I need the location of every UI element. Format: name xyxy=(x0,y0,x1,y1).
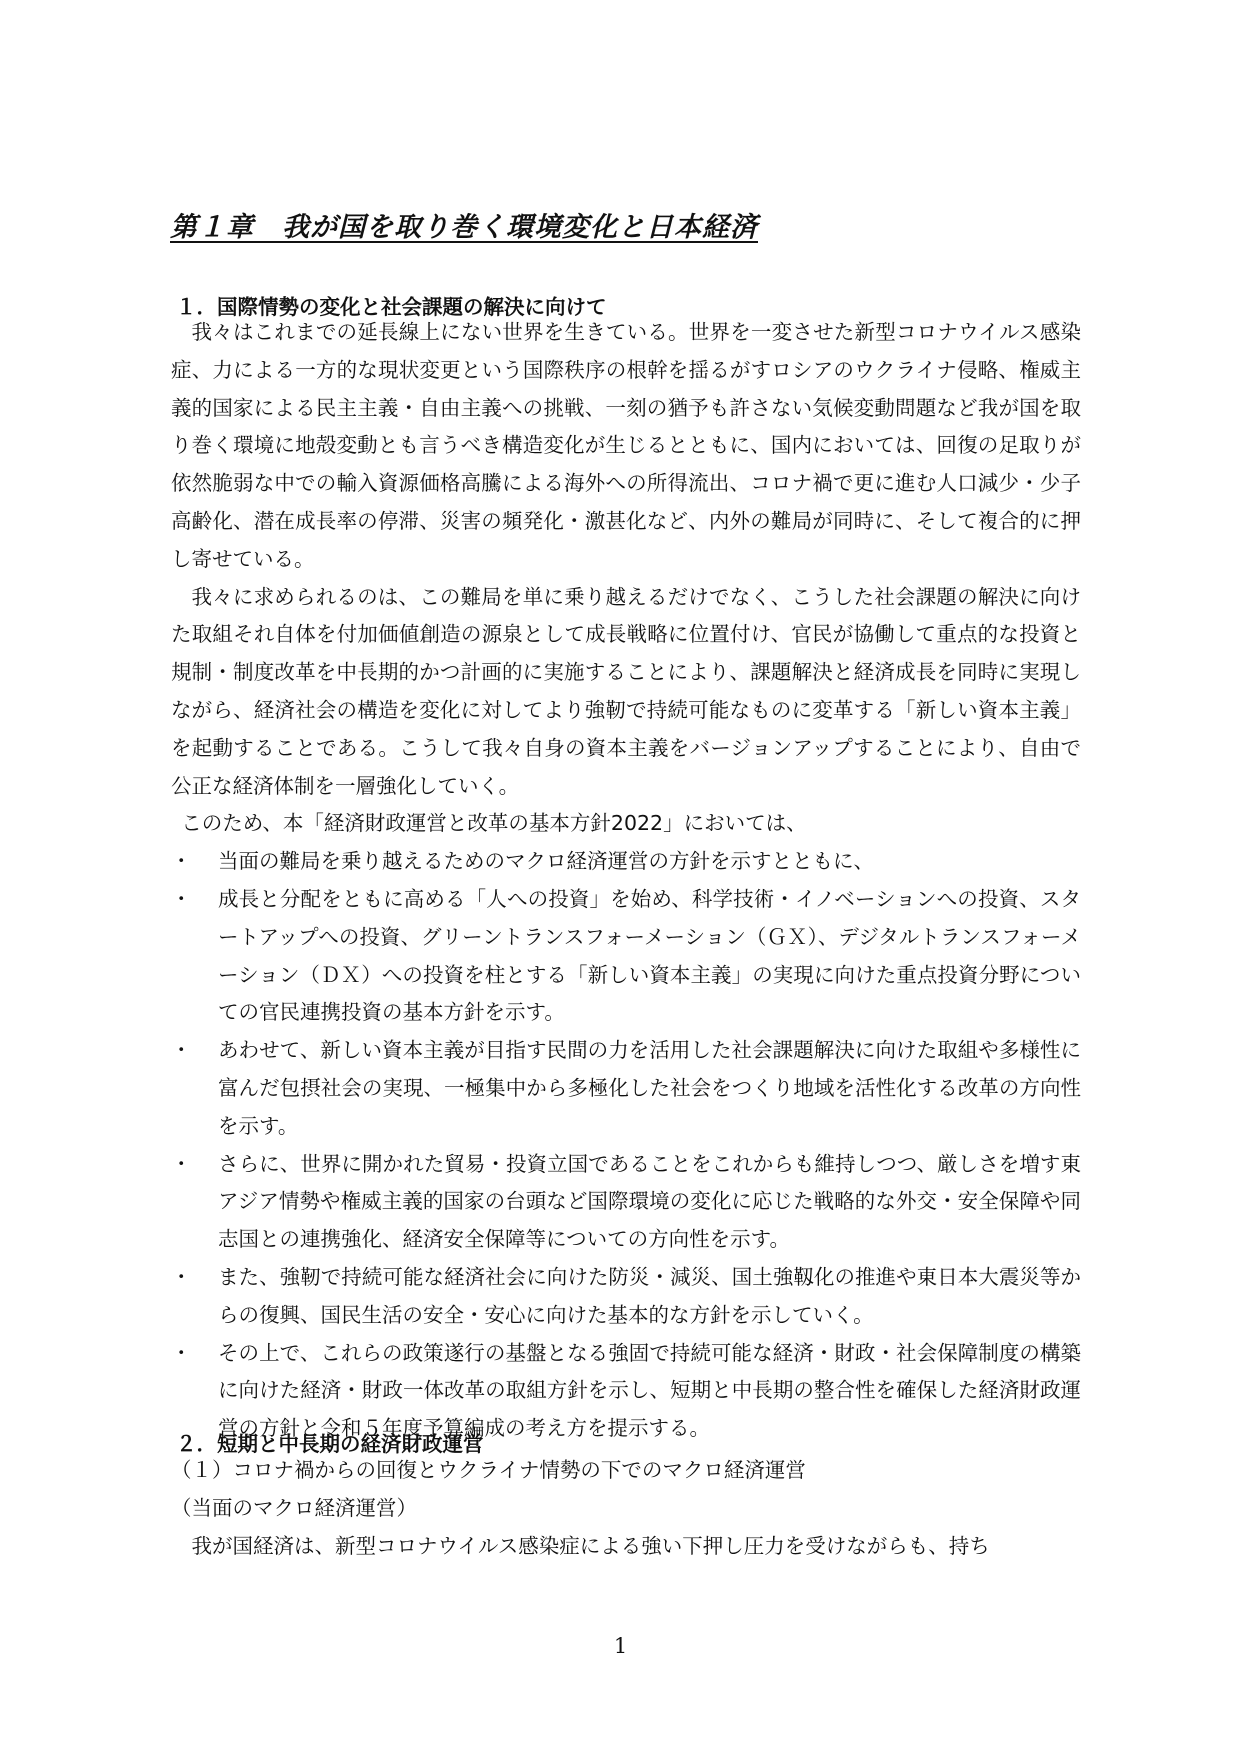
section1-body xyxy=(171,314,1081,1448)
bullet-marker: ・ xyxy=(171,1151,192,1176)
list-item xyxy=(171,881,1081,1032)
bullet-marker: ・ xyxy=(171,1038,192,1063)
bullet-marker: ・ xyxy=(171,1340,192,1365)
list-item xyxy=(171,1259,1081,1335)
section2-heading: ２．短期と中長期の経済財政運営 xyxy=(176,1432,484,1456)
bullet-marker: ・ xyxy=(171,886,192,911)
section2-subsubheading: （当面のマクロ経済運営） xyxy=(171,1495,417,1520)
page-number: 1 xyxy=(613,1634,628,1658)
section1-paragraph-2: 我々に求められるのは、この難局を単に乗り越えるだけでなく、こうした社会課題の解決に向けた取組それ自体を付加価値創造の源泉として成長戦略に位置付け、官民が協働して重点的な投資と規制・制度改革を中長期的かつ計画的に実施することにより、課題解決と経済成長を同時に実現しながら、経済社会の構造を変化に対してより強靭で持続可能なものに変革する「新しい資本主義」を起動することである。こうして我々自身の資本主義をバージョンアップすることにより、自由で公正な経済体制を一層強化していく。 xyxy=(171,584,1081,798)
bullet-text: また、強靭で持続可能な経済社会に向けた防災・減災、国土強靱化の推進や東日本大震災等からの復興、国民生活の安全・安心に向けた基本的な方針を示していく。 xyxy=(218,1264,1081,1327)
section1-paragraph-1: 我々はこれまでの延長線上にない世界を生きている。世界を一変させた新型コロナウイルス感染症、力による一方的な現状変更という国際秩序の根幹を揺るがすロシアのウクライナ侵略、権威主義的国家による民主主義・自由主義への挑戦、一刻の猶予も許さない気候変動問題など我が国を取り巻く環境に地殻変動とも言うべき構造変化が生じるとともに、国内においては、回復の足取りが依然脆弱な中での輸入資源価格高騰による海外への所得流出、コロナ禍で更に進む人口減少・少子高齢化、潜在成長率の停滞、災害の頻発化・激甚化など、内外の難局が同時に、そして複合的に押し寄せている。 xyxy=(171,320,1081,571)
bullet-marker: ・ xyxy=(171,849,192,874)
list-item xyxy=(171,843,1081,881)
section2-body xyxy=(171,1452,1081,1565)
section2-paragraph: 我が国経済は、新型コロナウイルス感染症による強い下押し圧力を受けながらも、持ち xyxy=(191,1533,990,1558)
section1-heading: １．国際情勢の変化と社会課題の解決に向けて xyxy=(176,295,607,319)
bullet-marker: ・ xyxy=(171,1264,192,1289)
section2-subheading: （１）コロナ禍からの回復とウクライナ情勢の下でのマクロ経済運営 xyxy=(171,1458,806,1482)
section1-paragraph-3: このため、本「経済財政運営と改革の基本方針2022」においては、 xyxy=(181,811,807,836)
bullet-text: さらに、世界に開かれた貿易・投資立国であることをこれからも維持しつつ、厳しさを増す東アジア情勢や権威主義的国家の台頭など国際環境の変化に応じた戦略的な外交・安全保障や同志国との連携強化、経済安全保障等についての方向性を示す。 xyxy=(218,1151,1081,1252)
bullet-text: あわせて、新しい資本主義が目指す民間の力を活用した社会課題解決に向けた取組や多様性に富んだ包摂社会の実現、一極集中から多極化した社会をつくり地域を活性化する改革の方向性を示す。 xyxy=(218,1038,1081,1138)
bullet-text: その上で、これらの政策遂行の基盤となる強固で持続可能な経済・財政・社会保障制度の構築に向けた経済・財政一体改革の取組方針を示し、短期と中長期の整合性を確保した経済財政運営の方針と令和５年度予算編成の考え方を提示する。 xyxy=(218,1340,1081,1441)
list-item xyxy=(171,1032,1081,1145)
policy-bullet-list xyxy=(171,843,1081,1448)
bullet-text: 当面の難局を乗り越えるためのマクロ経済運営の方針を示すとともに、 xyxy=(218,849,874,874)
bullet-text: 成長と分配をともに高める「人への投資」を始め、科学技術・イノベーションへの投資、スタートアップへの投資、グリーントランスフォーメーション（ＧＸ）、デジタルトランスフォーメーション（ＤＸ）への投資を柱とする「新しい資本主義」の実現に向けた重点投資分野についての官民連携投資の基本方針を示す。 xyxy=(218,886,1081,1025)
list-item xyxy=(171,1146,1081,1259)
chapter-title: 第１章 我が国を取り巻く環境変化と日本経済 xyxy=(170,212,758,243)
